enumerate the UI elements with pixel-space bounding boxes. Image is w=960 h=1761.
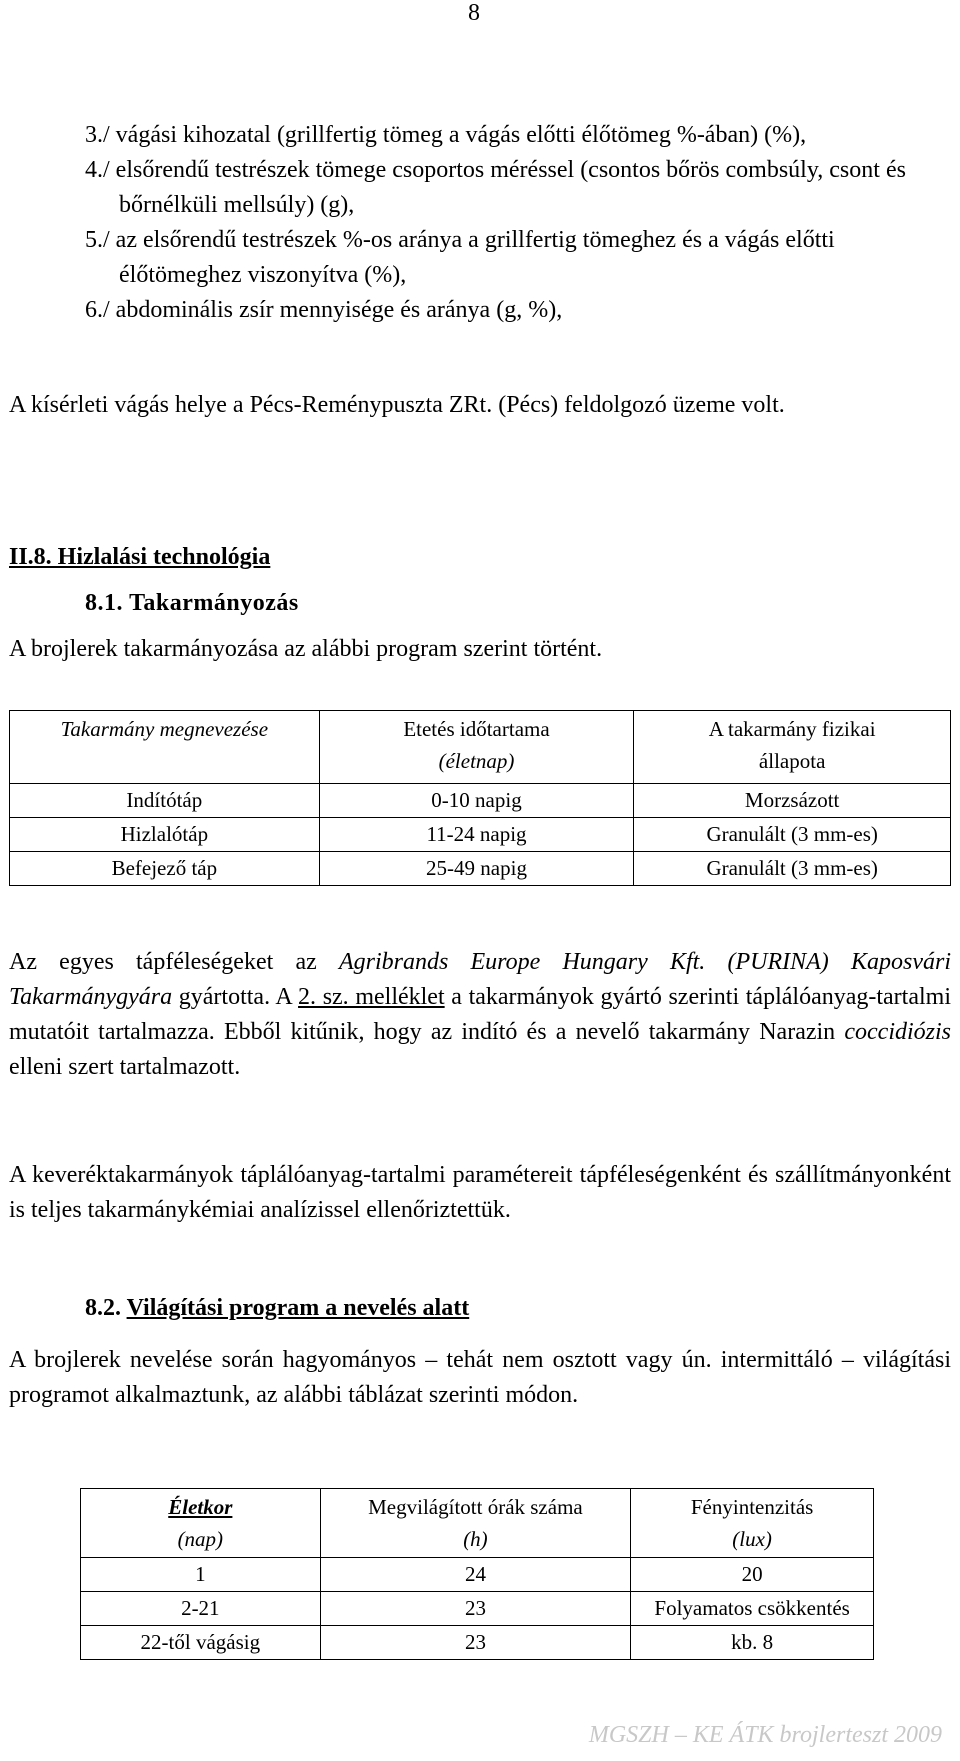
table-cell: 23 bbox=[320, 1626, 631, 1660]
annex-link[interactable]: 2. sz. melléklet bbox=[298, 984, 445, 1010]
table-cell: Folyamatos csökkentés bbox=[631, 1592, 874, 1626]
subsection-title: Világítási program a nevelés alatt bbox=[126, 1295, 470, 1321]
table-cell: 11-24 napig bbox=[319, 818, 634, 852]
list-item: 5./ az elsőrendű testrészek %-os aránya a grillfertig tömeghez és a vágás előtti élőtömeghez viszonyítva (%), bbox=[85, 227, 835, 288]
table-cell: Hizlalótáp bbox=[10, 818, 320, 852]
table-cell: 0-10 napig bbox=[319, 784, 634, 818]
lighting-table bbox=[80, 1488, 874, 1660]
table-row bbox=[81, 1558, 874, 1592]
list-item: 3./ vágási kihozatal (grillfertig tömeg a vágás előtti élőtömeg %-ában) (%), bbox=[85, 122, 807, 148]
table-row bbox=[10, 852, 951, 886]
duration-unit: (életnap) bbox=[438, 749, 515, 773]
subsection-number: 8.2. bbox=[85, 1295, 121, 1321]
manufacturer-name: Agribrands Europe Hungary Kft. (PURINA) Kaposvári Takarmánygyára bbox=[9, 949, 951, 1010]
measurement-list bbox=[85, 118, 915, 328]
table-cell: 22-től vágásig bbox=[81, 1626, 321, 1660]
column-header-feed-name: Takarmány megnevezése bbox=[10, 711, 320, 784]
state-label: A takarmány fizikai bbox=[708, 717, 876, 741]
subsection-heading-feeding: 8.1. Takarmányozás bbox=[85, 590, 299, 616]
table-row bbox=[10, 784, 951, 818]
column-header-hours bbox=[320, 1489, 631, 1558]
hours-label: Megvilágított órák száma bbox=[368, 1495, 583, 1519]
age-unit: (nap) bbox=[177, 1527, 224, 1551]
table-cell: kb. 8 bbox=[631, 1626, 874, 1660]
disease-term: coccidiózis bbox=[844, 1019, 951, 1045]
table-cell: 23 bbox=[320, 1592, 631, 1626]
table-cell: Indítótáp bbox=[10, 784, 320, 818]
table-header-row bbox=[10, 711, 951, 784]
table-row bbox=[10, 818, 951, 852]
column-header-intensity bbox=[631, 1489, 874, 1558]
table-cell: Granulált (3 mm-es) bbox=[634, 818, 951, 852]
table-cell: 1 bbox=[81, 1558, 321, 1592]
state-label-line2: állapota bbox=[758, 749, 826, 773]
column-header-age bbox=[81, 1489, 321, 1558]
feed-table bbox=[9, 710, 951, 886]
page-footer: MGSZH – KE ÁTK brojlerteszt 2009 bbox=[588, 1722, 942, 1748]
table-row bbox=[81, 1592, 874, 1626]
hours-unit: (h) bbox=[463, 1527, 488, 1551]
page-number: 8 bbox=[468, 0, 480, 26]
slaughter-paragraph: A kísérleti vágás helye a Pécs-Reménypuszta ZRt. (Pécs) feldolgozó üzeme volt. bbox=[9, 392, 785, 418]
text-run: Az egyes tápféleségeket az bbox=[9, 949, 339, 975]
lighting-paragraph: A brojlerek nevelése során hagyományos – tehát nem osztott vagy ún. intermittáló – világítási programot alkalmaztunk, az alábbi táblázat szerinti módon. bbox=[9, 1347, 951, 1408]
duration-label: Etetés időtartama bbox=[403, 717, 550, 741]
section-heading: II.8. Hizlalási technológia bbox=[9, 544, 271, 570]
column-header-physical-state bbox=[634, 711, 951, 784]
table-cell: Befejező táp bbox=[10, 852, 320, 886]
intensity-label: Fényintenzitás bbox=[690, 1495, 814, 1519]
table-cell: 2-21 bbox=[81, 1592, 321, 1626]
subsection-heading-lighting bbox=[85, 1295, 469, 1322]
list-item: 4./ elsőrendű testrészek tömege csoportos méréssel (csontos bőrös combsúly, csont és bőrnélküli mellsúly) (g), bbox=[85, 157, 906, 218]
column-header-duration bbox=[319, 711, 634, 784]
text-run: gyártotta. A bbox=[172, 984, 299, 1010]
table-cell: 24 bbox=[320, 1558, 631, 1592]
table-header-row bbox=[81, 1489, 874, 1558]
text-run: elleni szert tartalmazott. bbox=[9, 1054, 241, 1080]
list-item: 6./ abdominális zsír mennyisége és aránya (g, %), bbox=[85, 297, 563, 323]
analysis-paragraph: A keveréktakarmányok táplálóanyag-tartalmi paramétereit tápféleségenként és szállítmányonként is teljes takarmánykémiai analízissel ellenőriztettük. bbox=[9, 1162, 951, 1223]
table-cell: Morzsázott bbox=[634, 784, 951, 818]
feed-manufacturer-paragraph bbox=[9, 945, 951, 1085]
text-run: a takarmányok gyártó szerinti táplálóanyag-tartalmi mutatóit tartalmazza. Ebből kitűnik, hogy az indító és a nevelő takarmány Narazin bbox=[9, 984, 951, 1045]
age-label: Életkor bbox=[168, 1495, 233, 1519]
table-cell: 20 bbox=[631, 1558, 874, 1592]
table-cell: Granulált (3 mm-es) bbox=[634, 852, 951, 886]
table-row bbox=[81, 1626, 874, 1660]
intensity-unit: (lux) bbox=[732, 1527, 772, 1551]
table-cell: 25-49 napig bbox=[319, 852, 634, 886]
feeding-intro: A brojlerek takarmányozása az alábbi program szerint történt. bbox=[9, 636, 603, 662]
